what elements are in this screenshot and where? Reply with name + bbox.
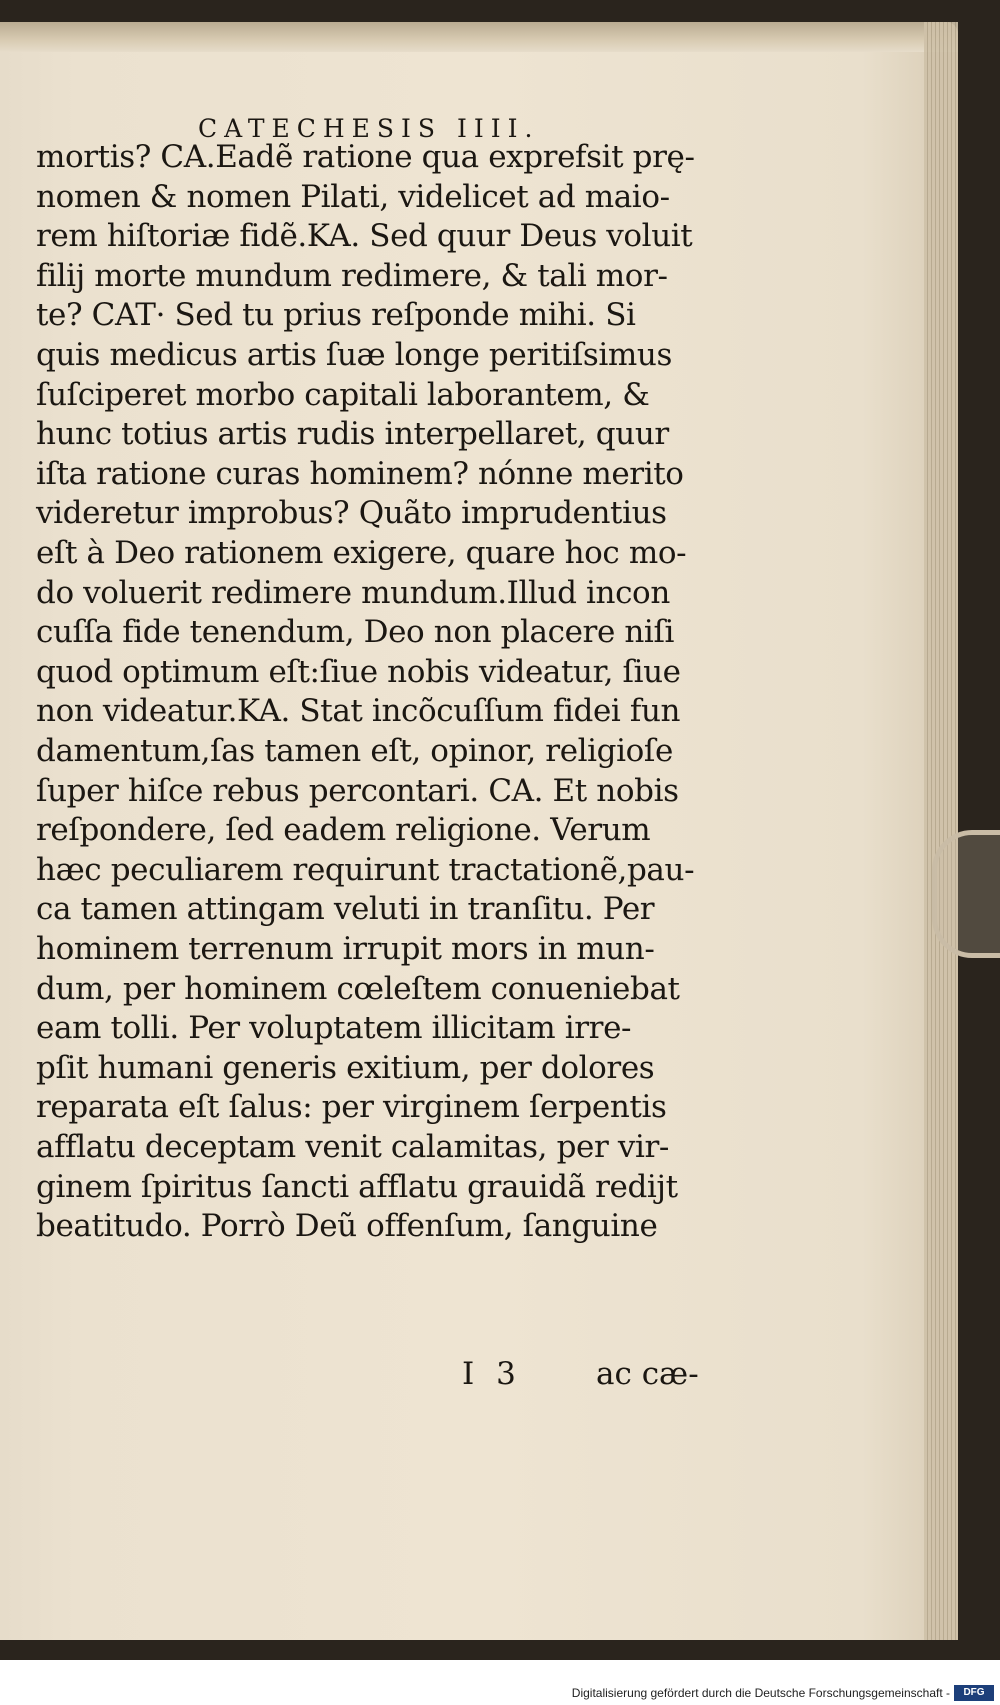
text-line: cuſſa fide tenendum, Deo non placere niſi bbox=[36, 614, 675, 651]
text-line: mortis? CA.Eadẽ ratione qua exprefsit prę- bbox=[36, 139, 695, 175]
text-line: beatitudo. Porrò Deũ offenſum, ſanguine bbox=[36, 1208, 658, 1245]
text-line: quod optimum eſt:ſiue nobis videatur, ſiue bbox=[36, 653, 681, 690]
text-line: quis medicus artis ſuæ longe peritiſsimus bbox=[36, 337, 672, 373]
text-line: dum, per hominem cœleſtem conueniebat bbox=[36, 970, 680, 1007]
dfg-logo: DFG bbox=[954, 1685, 994, 1701]
text-line: iſta ratione curas hominem? nónne merito bbox=[36, 455, 684, 492]
text-line: eam tolli. Per voluptatem illicitam irre- bbox=[36, 1010, 632, 1047]
page-fore-edge bbox=[924, 22, 958, 1640]
text-line: videretur improbus? Quãto imprudentius bbox=[36, 495, 667, 532]
text-line: hominem terrenum irrupit mors in mun- bbox=[36, 931, 655, 967]
text-line: pſit humani generis exitium, per dolores bbox=[36, 1049, 655, 1086]
text-line: hæc peculiarem requirunt tractationẽ,pau- bbox=[36, 851, 695, 888]
text-line: te? CAT· Sed tu prius reſponde mihi. Si bbox=[36, 297, 636, 334]
text-line: hunc totius artis rudis interpellaret, quur bbox=[36, 416, 669, 453]
signature-mark: I 3 bbox=[462, 1356, 522, 1392]
catchword: ac cæ- bbox=[596, 1356, 699, 1392]
text-line: rem hiſtoriæ fidẽ.KA. Sed quur Deus voluit bbox=[36, 218, 693, 255]
text-line: damentum,ſas tamen eſt, opinor, religioſe bbox=[36, 733, 673, 769]
book-clasp bbox=[932, 830, 1000, 958]
text-line: filij morte mundum redimere, & tali mor- bbox=[36, 257, 668, 294]
text-line: eſt à Deo rationem exigere, quare hoc mo- bbox=[36, 535, 687, 571]
text-line: ſuſciperet morbo capitali laborantem, & bbox=[36, 376, 650, 413]
text-line: ca tamen attingam veluti in tranſitu. Per bbox=[36, 891, 655, 928]
text-line: ſuper hiſce rebus percontari. CA. Et nobis bbox=[36, 772, 679, 809]
text-line: afflatu deceptam venit calamitas, per vir- bbox=[36, 1129, 669, 1165]
text-line: do voluerit redimere mundum.Illud incon bbox=[36, 574, 670, 611]
running-head: CATECHESIS IIII. bbox=[198, 114, 540, 143]
text-line: reparata eſt ſalus: per virginem ſerpentis bbox=[36, 1089, 667, 1126]
funding-credit: Digitalisierung gefördert durch die Deutsche Forschungsgemeinschaft - bbox=[571, 1686, 950, 1700]
page-top-edge bbox=[0, 22, 958, 52]
text-line: nomen & nomen Pilati, videlicet ad maio- bbox=[36, 178, 670, 215]
text-line: reſpondere, ſed eadem religione. Verum bbox=[36, 812, 651, 849]
text-line: ginem ſpiritus ſancti afflatu grauidã redijt bbox=[36, 1168, 678, 1205]
text-line: non videatur.KA. Stat incõcuſſum fidei fun bbox=[36, 693, 681, 730]
